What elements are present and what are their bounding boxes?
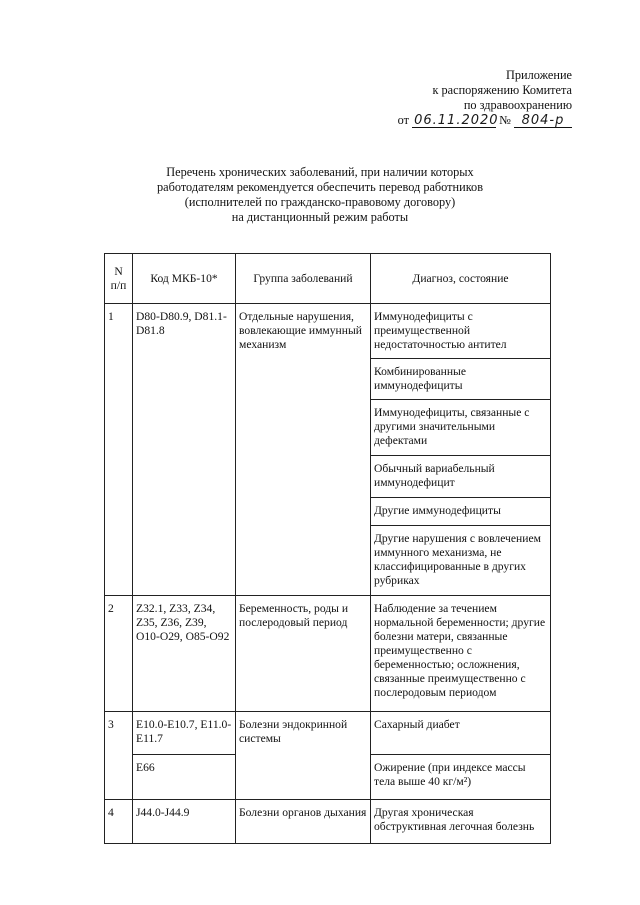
row-2-diagnosis: Наблюдение за течением нормальной беременности; другие болезни матери, связанные преимущественно с беременностью; осложнения, связанные преимущественно с послеродовым периодом bbox=[371, 596, 551, 712]
header-group: Группа заболеваний bbox=[236, 254, 371, 304]
title-line-4: на дистанционный режим работы bbox=[231, 210, 409, 224]
header-num-line-2: п/п bbox=[110, 278, 127, 292]
order-reference bbox=[398, 113, 572, 128]
appendix-line-3: по здравоохранению bbox=[463, 98, 572, 112]
table-header-row bbox=[105, 254, 551, 304]
appendix-header bbox=[398, 68, 572, 128]
row-1-diagnosis-3: Иммунодефициты, связанные с другими значительными дефектами bbox=[371, 400, 551, 456]
row-3-group: Болезни эндокринной системы bbox=[236, 712, 371, 800]
row-1-diagnosis-4: Обычный вариабельный иммунодефицит bbox=[371, 456, 551, 498]
row-3-diagnosis-1: Сахарный диабет bbox=[371, 712, 551, 755]
row-2-num: 2 bbox=[105, 596, 133, 712]
header-diagnosis: Диагноз, состояние bbox=[371, 254, 551, 304]
table-row bbox=[105, 304, 551, 359]
from-label: от bbox=[397, 113, 410, 127]
row-1-diagnosis-2: Комбинированные иммунодефициты bbox=[371, 359, 551, 400]
header-code: Код МКБ-10* bbox=[133, 254, 236, 304]
table-row bbox=[105, 800, 551, 844]
row-1-group: Отдельные нарушения, вовлекающие иммунный механизм bbox=[236, 304, 371, 596]
appendix-line-2: к распоряжению Комитета bbox=[432, 83, 572, 97]
row-4-diagnosis: Другая хроническая обструктивная легочная болезнь bbox=[371, 800, 551, 844]
row-3-diagnosis-2: Ожирение (при индексе массы тела выше 40 кг/м²) bbox=[371, 755, 551, 800]
row-4-num: 4 bbox=[105, 800, 133, 844]
title-line-3: (исполнителей по гражданско-правовому договору) bbox=[184, 195, 456, 209]
number-label: № bbox=[499, 113, 511, 127]
header-num-line-1: N bbox=[114, 264, 123, 278]
document-title bbox=[150, 165, 490, 225]
appendix-line-1: Приложение bbox=[506, 68, 572, 82]
row-1-diagnosis-6: Другие нарушения с вовлечением иммунного механизма, не классифицированные в других рубриках bbox=[371, 526, 551, 596]
table-row bbox=[105, 712, 551, 755]
row-1-diagnosis-1: Иммунодефициты с преимущественной недостаточностью антител bbox=[371, 304, 551, 359]
row-1-diagnosis-5: Другие иммунодефициты bbox=[371, 498, 551, 526]
row-4-group: Болезни органов дыхания bbox=[236, 800, 371, 844]
row-2-group: Беременность, роды и послеродовый период bbox=[236, 596, 371, 712]
row-1-num: 1 bbox=[105, 304, 133, 596]
handwritten-number: 804-р bbox=[514, 114, 572, 128]
row-4-code: J44.0-J44.9 bbox=[133, 800, 236, 844]
title-line-1: Перечень хронических заболеваний, при наличии которых bbox=[166, 165, 474, 179]
row-2-code: Z32.1, Z33, Z34, Z35, Z36, Z39, O10-O29, O85-O92 bbox=[133, 596, 236, 712]
row-3-num: 3 bbox=[105, 712, 133, 800]
row-3-code-2: E66 bbox=[133, 755, 236, 800]
diseases-table bbox=[104, 253, 551, 844]
row-1-code: D80-D80.9, D81.1-D81.8 bbox=[133, 304, 236, 596]
title-line-2: работодателям рекомендуется обеспечить перевод работников bbox=[156, 180, 484, 194]
row-3-code-1: E10.0-E10.7, E11.0-E11.7 bbox=[133, 712, 236, 755]
table-row bbox=[105, 596, 551, 712]
handwritten-date: 06.11.2020 bbox=[414, 113, 499, 128]
header-num bbox=[105, 254, 133, 304]
